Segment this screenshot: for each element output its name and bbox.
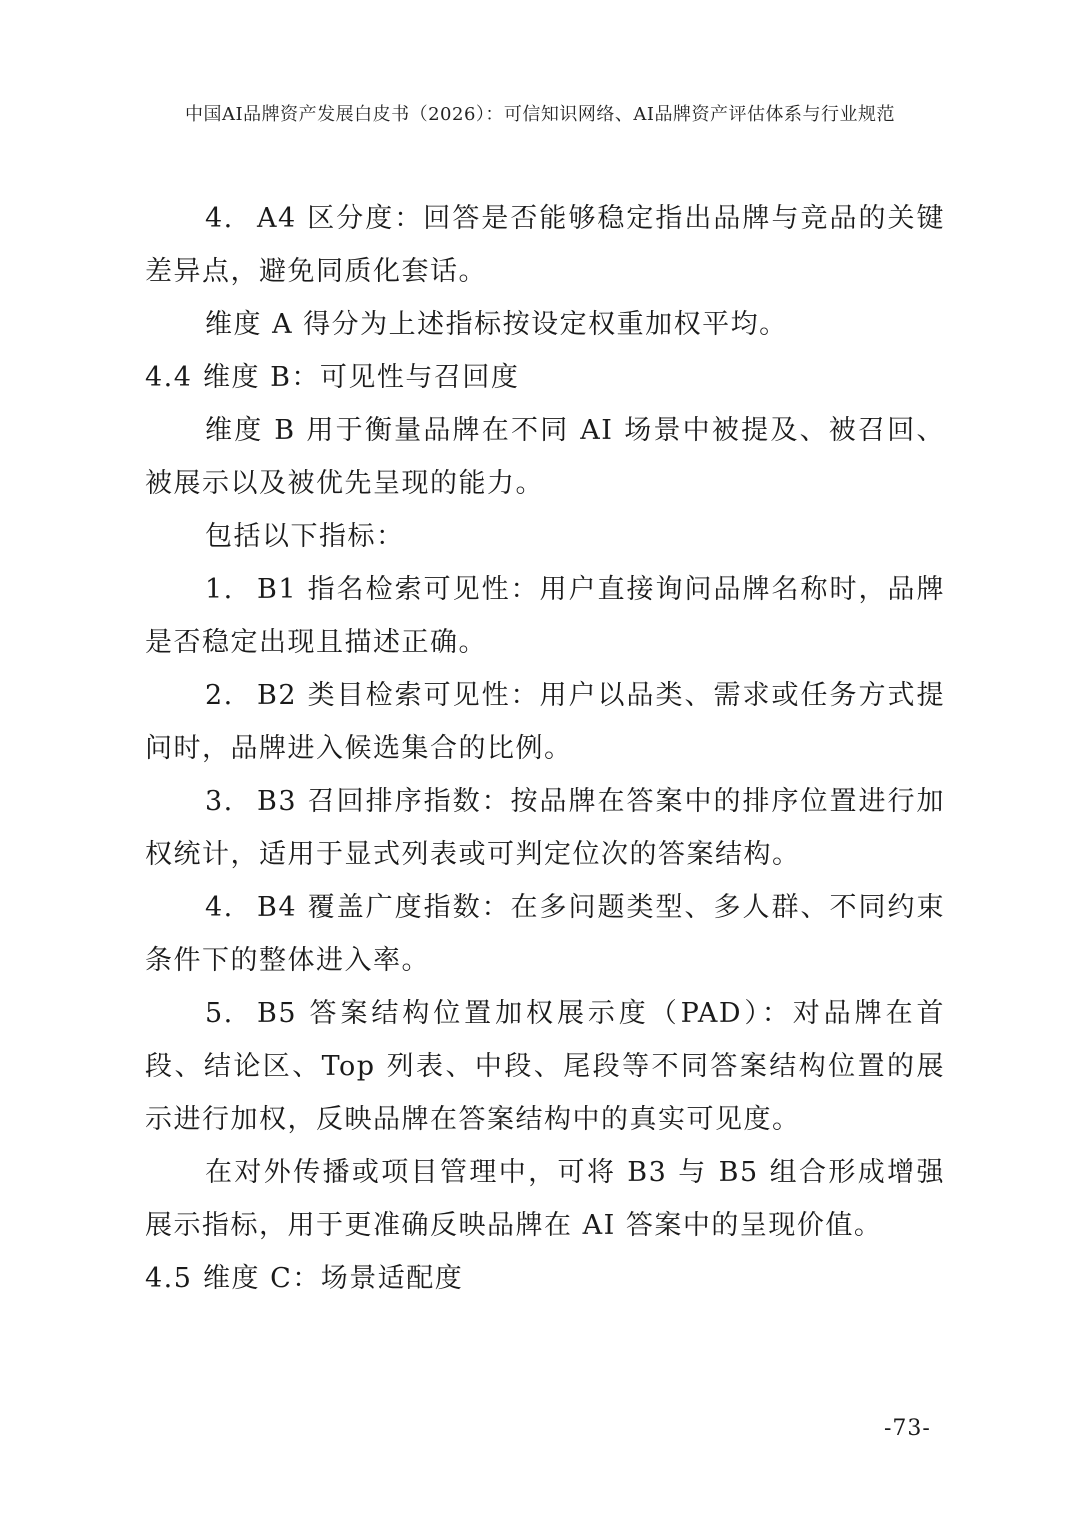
running-header: 中国AI品牌资产发展白皮书（2026）：可信知识网络、AI品牌资产评估体系与行业规范 [184,104,896,125]
paragraph-dimension-b-intro: 维度 B 用于衡量品牌在不同 AI 场景中被提及、被召回、被展示以及被优先呈现的能力。 [145,415,945,499]
list-text: A4 区分度：回答是否能够稳定指出品牌与竞品的关键差异点，避免同质化套话。 [145,203,945,287]
list-item-b3 [145,775,945,881]
paragraph-indicators-intro: 包括以下指标： [205,521,405,552]
section-heading-4-4 [145,351,945,404]
section-heading-4-5 [145,1252,945,1305]
list-item-b5 [145,987,945,1146]
list-item-b2 [145,669,945,775]
paragraph-enhanced-indicator: 在对外传播或项目管理中，可将 B3 与 B5 组合形成增强展示指标，用于更准确反映品牌在 AI 答案中的呈现价值。 [145,1157,945,1241]
list-number: 2. [205,680,234,711]
list-text: B4 覆盖广度指数：在多问题类型、多人群、不同约束条件下的整体进入率。 [145,892,945,976]
section-title: 维度 B：可见性与召回度 [203,362,520,393]
paragraph-dimension-a-score: 维度 A 得分为上述指标按设定权重加权平均。 [205,309,788,340]
list-text: B3 召回排序指数：按品牌在答案中的排序位置进行加权统计，适用于显式列表或可判定位次的答案结构。 [145,786,945,870]
section-title: 维度 C：场景适配度 [203,1263,464,1294]
list-text: B2 类目检索可见性：用户以品类、需求或任务方式提问时，品牌进入候选集合的比例。 [145,680,945,764]
list-item-b4 [145,881,945,987]
list-item-a4 [145,192,945,298]
list-number: 4. [205,203,234,234]
list-number: 3. [205,786,234,817]
document-body [145,192,945,1305]
list-number: 5. [205,998,234,1029]
list-text: B1 指名检索可见性：用户直接询问品牌名称时，品牌是否稳定出现且描述正确。 [145,574,945,658]
list-text: B5 答案结构位置加权展示度（PAD）：对品牌在首段、结论区、Top 列表、中段、尾段等不同答案结构位置的展示进行加权，反映品牌在答案结构中的真实可见度。 [145,998,945,1135]
section-number: 4.4 [145,362,193,393]
section-number: 4.5 [145,1263,193,1294]
list-number: 4. [205,892,234,923]
page-number: -73- [884,1416,931,1441]
list-number: 1. [205,574,234,605]
list-item-b1 [145,563,945,669]
